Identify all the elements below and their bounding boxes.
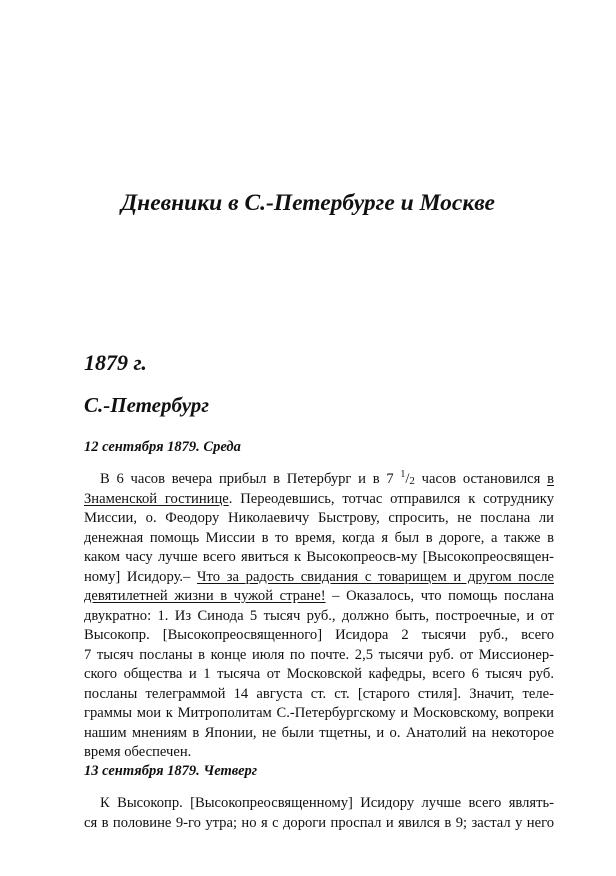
- text-line: 7 тысяч посланы в конце июля по почте. 2,5 тысячи руб. от Миссионер-: [84, 646, 554, 663]
- entry-paragraph: [84, 794, 554, 833]
- city-heading: С.-Петербург: [84, 393, 210, 417]
- text-line: время обеспечен.: [84, 744, 192, 760]
- entry-date: 12 сентября 1879. Среда: [84, 439, 241, 455]
- entry-date: 13 сентября 1879. Четверг: [84, 763, 258, 779]
- text-line: посланы телеграммой 14 августа ст. ст. [старого стиля]. Значит, теле-: [84, 685, 554, 702]
- text-line: граммы мои к Митрополитам С.-Петербургскому и Московскому, вопреки: [84, 705, 554, 721]
- underlined-text: в: [547, 471, 554, 487]
- underlined-text: девятилетней жизни в чужой стране!: [84, 588, 326, 604]
- text-line: Высокопр. [Высокопреосвященного] Исидора 2 тысячи руб., всего: [84, 627, 554, 643]
- underlined-text: Что за радость свидания с товарищем и другом после: [197, 568, 555, 585]
- text-line: ского общества и 1 тысяча от Московской кафедры, всего 6 тысяч руб.: [84, 666, 554, 682]
- underlined-text: Знаменской гостинице: [84, 490, 229, 507]
- text-line: К Высокопр. [Высокопреосвященному] Исидору лучше всего являть-: [100, 795, 554, 811]
- year-heading: 1879 г.: [84, 350, 147, 375]
- text-line: В 6 часов вечера прибыл в Петербург и в 7 $^1/_2$ часов остановился в: [100, 469, 554, 487]
- text-line: Знаменской гостинице. Переодевшись, тотчас отправился к сотруднику: [84, 490, 554, 507]
- text-line: ному] Исидору.– Что за радость свидания с товарищем и другом после: [84, 568, 555, 585]
- entry-paragraph: [84, 470, 554, 763]
- text-line: нашим мнениям в Японии, не были тщетны, и о. Анатолий на некоторое: [84, 724, 554, 741]
- text-line: девятилетней жизни в чужой стране! – Оказалось, что помощь послана: [84, 588, 554, 604]
- text-line: денежная помощь Миссии в то время, когда я был в дороге, а также в: [84, 529, 554, 546]
- text-line: двукратно: 1. Из Синода 5 тысяч руб., должно быть, построечные, и от: [84, 607, 554, 624]
- text-line: каком часу лучше всего явиться к Высокопреосв-му [Высокопреосвящен-: [84, 549, 554, 565]
- text-line: ся в половине 9-го утра; но я с дороги проспал и явился в 9; застал у него: [84, 814, 554, 831]
- text-line: Миссии, о. Феодору Николаевичу Быстрову, спросить, не послана ли: [84, 510, 554, 526]
- page-title: Дневники в С.-Петербурге и Москве: [121, 190, 495, 216]
